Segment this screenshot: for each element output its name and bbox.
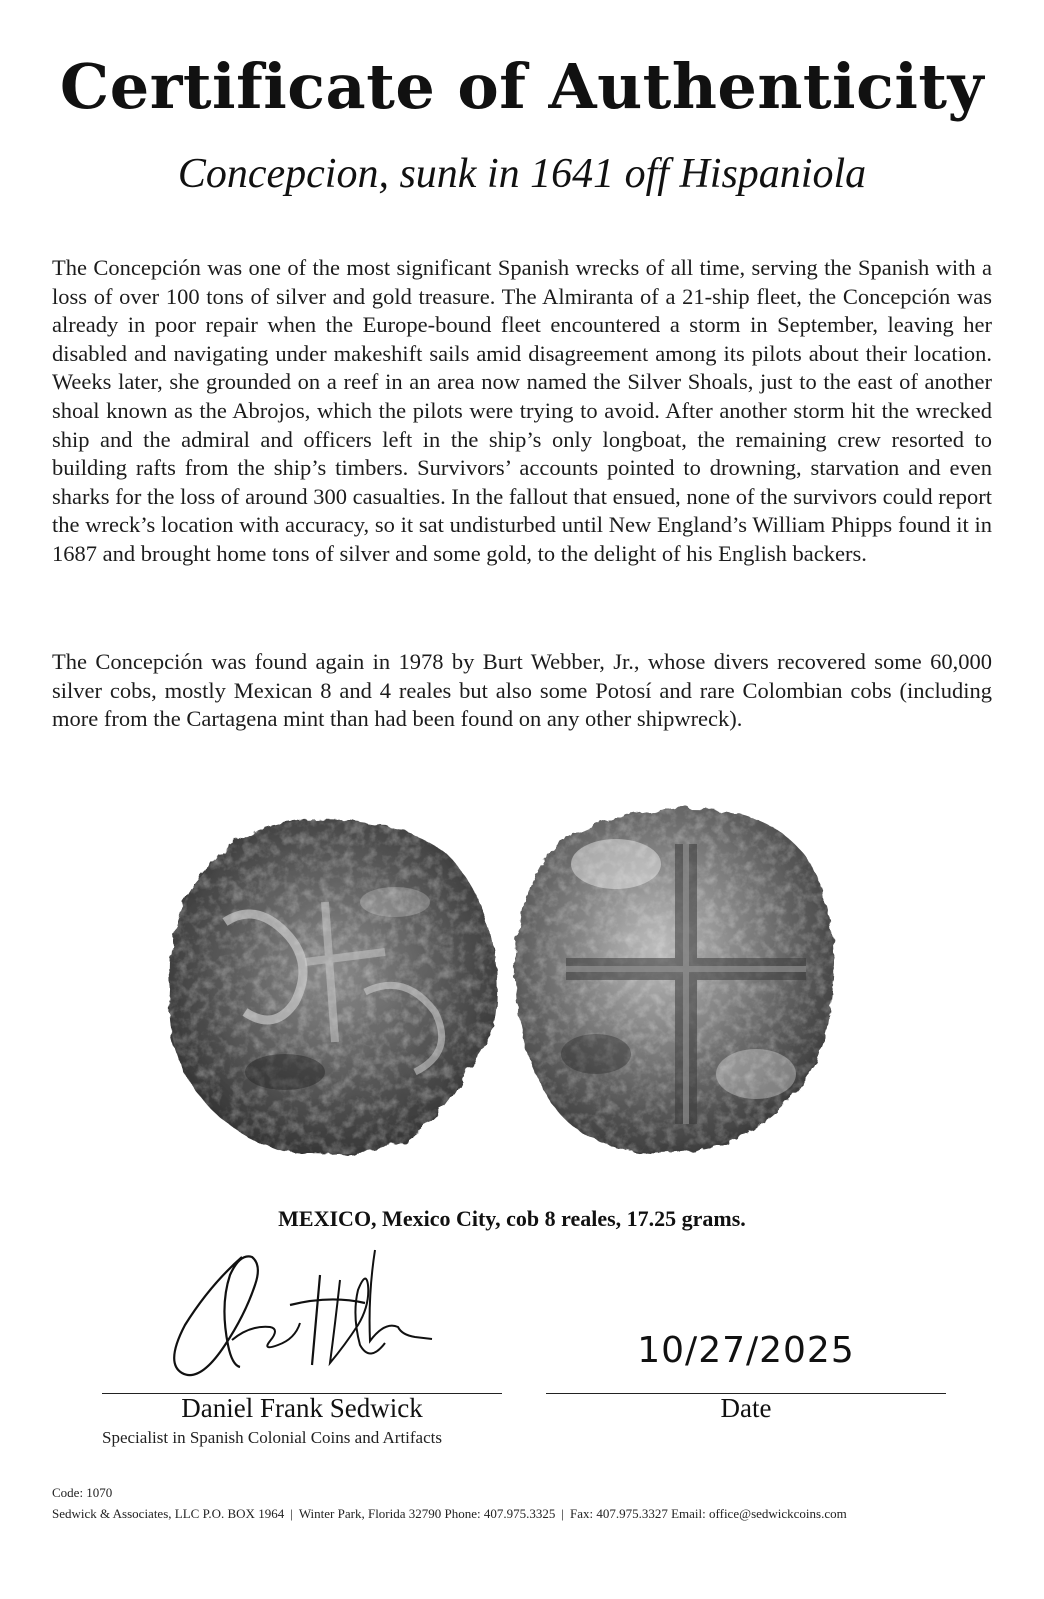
history-paragraph-1: The Concepción was one of the most significant Spanish wrecks of all time, serving the Spanish with a loss of over 100 tons of silver and gold treasure. The Almiranta of a 21-ship fleet, the Concepción was already in poor repair when the Europe-bound fleet encountered a storm in September, leaving her disabled and navigating under makeshift sails amid disagreement among its pilots about their location. Weeks later, she grounded on a reef in an area now named the Silver Shoals, just to the east of another shoal known as the Abrojos, which the pilots were trying to avoid. After another storm hit the wrecked ship and the admiral and officers left in the ship’s only longboat, the remaining crew resorted to building rafts from the ship’s timbers. Survivors’ accounts pointed to drowning, starvation and even sharks for the loss of around 300 casualties. In the fallout that ensued, none of the survivors could report the wreck’s location with accuracy, so it sat undisturbed until New England’s William Phipps found it in 1687 and brought home tons of silver and some gold, to the delight of his English backers. [52,255,992,566]
signature-image [170,1245,450,1395]
signer-title: Specialist in Spanish Colonial Coins and Artifacts [102,1428,442,1447]
coin-reverse-image [506,804,841,1159]
certificate-code: Code: 1070 [52,1485,113,1500]
certificate-subtitle: Concepcion, sunk in 1641 off Hispaniola [177,151,867,197]
coin-obverse-image [165,812,500,1162]
footer-separator: | [561,1506,564,1521]
footer-fax-email: Fax: 407.975.3327 Email: office@sedwickcoins.com [570,1506,847,1521]
footer-company: Sedwick & Associates, LLC P.O. BOX 1964 [52,1506,285,1521]
coin-caption: MEXICO, Mexico City, cob 8 reales, 17.25 grams. [278,1206,746,1231]
history-paragraph-2: The Concepción was found again in 1978 by Burt Webber, Jr., whose divers recovered some 60,000 silver cobs, mostly Mexican 8 and 4 reales but also some Potosí and rare Colombian cobs (including more from the Cartagena mint than had been found on any other shipwreck). [52,649,992,732]
footer-location: Winter Park, Florida 32790 Phone: 407.975.3325 [298,1506,556,1521]
certificate-title: Certificate of Authenticity [59,50,985,123]
footer-contact [52,1506,847,1522]
footer-separator: | [290,1506,293,1521]
date-label: Date [720,1393,772,1423]
signer-name: Daniel Frank Sedwick [181,1393,423,1423]
date-value: 10/27/2025 [637,1330,855,1371]
